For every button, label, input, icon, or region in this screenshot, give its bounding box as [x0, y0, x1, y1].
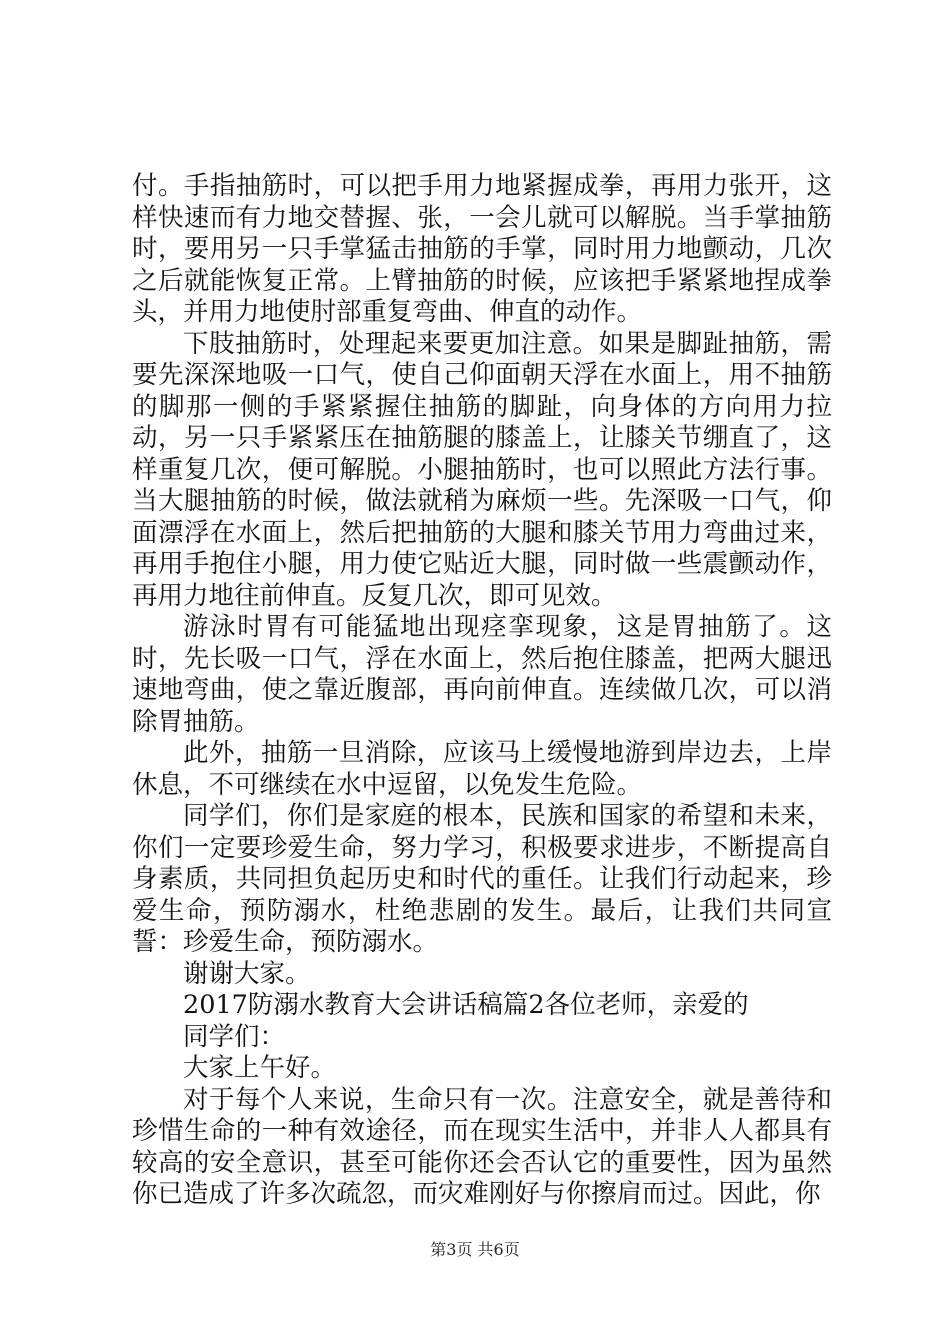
paragraph-greeting: 大家上午好。 [183, 1053, 337, 1083]
paragraph-cramp-stomach: 游泳时胃有可能猛地出现痉挛现象，这是胃抽筋了。这时，先长吸一口气，浮在水面上，然后抱住膝盖，把两大腿迅速地弯曲，使之靠近腹部，再向前伸直。连续做几次，可以消除胃抽筋。 [132, 612, 832, 737]
paragraph-salutation: 同学们： [183, 1021, 286, 1052]
paragraph-cramp-hands: 付。手指抽筋时，可以把手用力地紧握成拳，再用力张开，这样快速而有力地交替握、张，一会儿就可以解脱。当手掌抽筋时，要用另一只手掌猛击抽筋的手掌，同时用力地颤动，几次之后就能恢复正常。上臂抽筋的时候，应该把手紧紧地捏成拳头，并用力地使肘部重复弯曲、伸直的动作。 [132, 171, 832, 327]
paragraph-speech-2-heading: 2017防溺水教育大会讲话稿篇2各位老师，亲爱的 [183, 990, 749, 1020]
paragraph-life-once: 对于每个人来说，生命只有一次。注意安全，就是善待和珍惜生命的一种有效途径，而在现实生活中，并非人人都具有较高的安全意识，甚至可能你还会否认它的重要性，因为虽然你已造成了许多次疏忽，而灾难刚好与你擦肩而过。因此，你 [132, 1084, 832, 1209]
paragraph-thanks: 谢谢大家。 [183, 958, 311, 989]
document-body [132, 171, 832, 1211]
page-footer [0, 1240, 950, 1260]
paragraph-after-cramp: 此外，抽筋一旦消除，应该马上缓慢地游到岸边去，上岸休息，不可继续在水中逗留，以免发生危险。 [132, 738, 832, 800]
page-number-label: 第3页 共6页 [430, 1240, 520, 1259]
paragraph-cramp-legs: 下肢抽筋时，处理起来要更加注意。如果是脚趾抽筋，需要先深深地吸一口气，使自己仰面朝天浮在水面上，用不抽筋的脚那一侧的手紧紧握住抽筋的脚趾，向身体的方向用力拉动，另一只手紧紧压在抽筋腿的膝盖上，让膝关节绷直了，这样重复几次，便可解脱。小腿抽筋时，也可以照此方法行事。当大腿抽筋的时候，做法就稍为麻烦一些。先深吸一口气，仰面漂浮在水面上，然后把抽筋的大腿和膝关节用力弯曲过来，再用手抱住小腿，用力使它贴近大腿，同时做一些震颤动作，再用力地往前伸直。反复几次，即可见效。 [132, 328, 832, 611]
paragraph-students-appeal: 同学们，你们是家庭的根本，民族和国家的希望和未来，你们一定要珍爱生命，努力学习，积极要求进步，不断提高自身素质，共同担负起历史和时代的重任。让我们行动起来，珍爱生命，预防溺水，杜绝悲剧的发生。最后，让我们共同宣誓：珍爱生命，预防溺水。 [132, 801, 832, 957]
